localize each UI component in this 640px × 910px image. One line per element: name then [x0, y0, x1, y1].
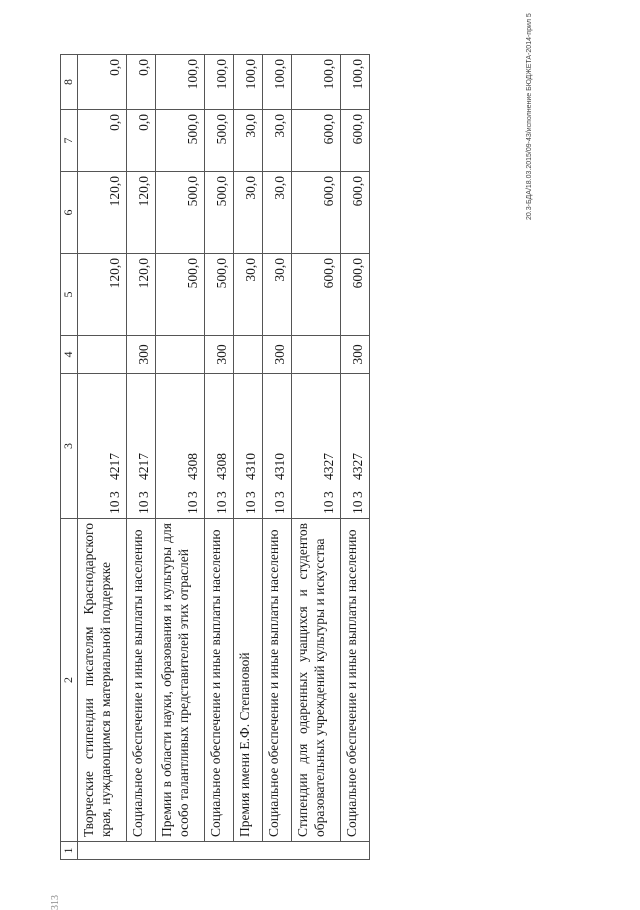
- value-col8: 0,0: [77, 55, 126, 110]
- value-col5: 500,0: [204, 254, 233, 336]
- table-row: [204, 55, 233, 860]
- col-header-5: 5: [61, 254, 78, 336]
- section-code: 10: [272, 500, 288, 514]
- table-row: [262, 55, 291, 860]
- row-codes: [126, 374, 155, 519]
- article-code: 4327: [350, 453, 366, 480]
- value-col6: 30,0: [233, 172, 262, 254]
- table-row: [126, 55, 155, 860]
- value-col6: 500,0: [204, 172, 233, 254]
- table-row: [340, 55, 369, 860]
- section-code: 10: [321, 500, 337, 514]
- value-col5: 600,0: [291, 254, 340, 336]
- article-code: 4217: [107, 453, 123, 480]
- value-col6: 600,0: [340, 172, 369, 254]
- subsection-code: 3: [321, 491, 337, 498]
- row-codes: [262, 374, 291, 519]
- subsection-code: 3: [107, 491, 123, 498]
- value-col8: 100,0: [233, 55, 262, 110]
- table-row: [77, 55, 126, 860]
- col-header-1: 1: [61, 842, 78, 860]
- col-header-4: 4: [61, 336, 78, 374]
- kind-code: [291, 336, 340, 374]
- table-row: [291, 55, 340, 860]
- header-row: [61, 55, 78, 860]
- value-col8: 100,0: [262, 55, 291, 110]
- subsection-code: 3: [350, 491, 366, 498]
- value-col7: 0,0: [126, 110, 155, 172]
- article-code: 4308: [185, 453, 201, 480]
- col-header-6: 6: [61, 172, 78, 254]
- document-footer: 20.3-БДА/18.03.2015/09-43/исполнение БЮДЖЕТА-2014-прил 5: [526, 13, 533, 220]
- section-code: 10: [243, 500, 259, 514]
- row-name: Социальное обеспечение и иные выплаты населению: [126, 519, 155, 842]
- section-code: 10: [136, 500, 152, 514]
- section-code: 10: [107, 500, 123, 514]
- rotated-page: [50, 13, 550, 910]
- article-code: 4310: [243, 453, 259, 480]
- row-name: Социальное обеспечение и иные выплаты населению: [262, 519, 291, 842]
- kind-code: 300: [340, 336, 369, 374]
- col-header-3: 3: [61, 374, 78, 519]
- value-col7: 30,0: [262, 110, 291, 172]
- kind-code: 300: [126, 336, 155, 374]
- row-name: Социальное обеспечение и иные выплаты населению: [340, 519, 369, 842]
- kind-code: [77, 336, 126, 374]
- value-col8: 100,0: [204, 55, 233, 110]
- value-col6: 120,0: [77, 172, 126, 254]
- value-col5: 600,0: [340, 254, 369, 336]
- value-col7: 600,0: [291, 110, 340, 172]
- row-name: Социальное обеспечение и иные выплаты населению: [204, 519, 233, 842]
- value-col5: 500,0: [155, 254, 204, 336]
- row-name: Творческие стипендии писателям Краснодарского края, нуждающимся в материальной поддержке: [77, 519, 126, 842]
- article-code: 4217: [136, 453, 152, 480]
- page-mark: 313: [50, 895, 61, 910]
- value-col7: 500,0: [204, 110, 233, 172]
- value-col7: 500,0: [155, 110, 204, 172]
- article-code: 4327: [321, 453, 337, 480]
- value-col5: 30,0: [262, 254, 291, 336]
- kind-code: [155, 336, 204, 374]
- col-header-2: 2: [61, 519, 78, 842]
- col-header-8: 8: [61, 55, 78, 110]
- value-col5: 120,0: [126, 254, 155, 336]
- subsection-code: 3: [185, 491, 201, 498]
- value-col8: 100,0: [155, 55, 204, 110]
- value-col7: 0,0: [77, 110, 126, 172]
- col-header-7: 7: [61, 110, 78, 172]
- row-codes: [233, 374, 262, 519]
- section-code: 10: [214, 500, 230, 514]
- article-code: 4308: [214, 453, 230, 480]
- value-col8: 100,0: [340, 55, 369, 110]
- subsection-code: 3: [136, 491, 152, 498]
- value-col5: 30,0: [233, 254, 262, 336]
- col1-cell: [77, 842, 369, 860]
- row-codes: [340, 374, 369, 519]
- subsection-code: 3: [272, 491, 288, 498]
- kind-code: 300: [262, 336, 291, 374]
- value-col6: 120,0: [126, 172, 155, 254]
- value-col8: 100,0: [291, 55, 340, 110]
- row-codes: [77, 374, 126, 519]
- article-code: 4310: [272, 453, 288, 480]
- table-row: [155, 55, 204, 860]
- value-col7: 30,0: [233, 110, 262, 172]
- kind-code: 300: [204, 336, 233, 374]
- subsection-code: 3: [243, 491, 259, 498]
- budget-table: [60, 54, 370, 860]
- row-name: Стипендии для одаренных учащихся и студентов образовательных учреждений культуры и искусства: [291, 519, 340, 842]
- value-col6: 600,0: [291, 172, 340, 254]
- row-codes: [155, 374, 204, 519]
- value-col7: 600,0: [340, 110, 369, 172]
- value-col5: 120,0: [77, 254, 126, 336]
- row-name: Премии в области науки, образования и культуры для особо талантливых представителей этих отраслей: [155, 519, 204, 842]
- row-codes: [204, 374, 233, 519]
- section-code: 10: [185, 500, 201, 514]
- value-col6: 30,0: [262, 172, 291, 254]
- kind-code: [233, 336, 262, 374]
- table-row: [233, 55, 262, 860]
- row-name: Премия имени Е.Ф. Степановой: [233, 519, 262, 842]
- row-codes: [291, 374, 340, 519]
- value-col6: 500,0: [155, 172, 204, 254]
- value-col8: 0,0: [126, 55, 155, 110]
- subsection-code: 3: [214, 491, 230, 498]
- section-code: 10: [350, 500, 366, 514]
